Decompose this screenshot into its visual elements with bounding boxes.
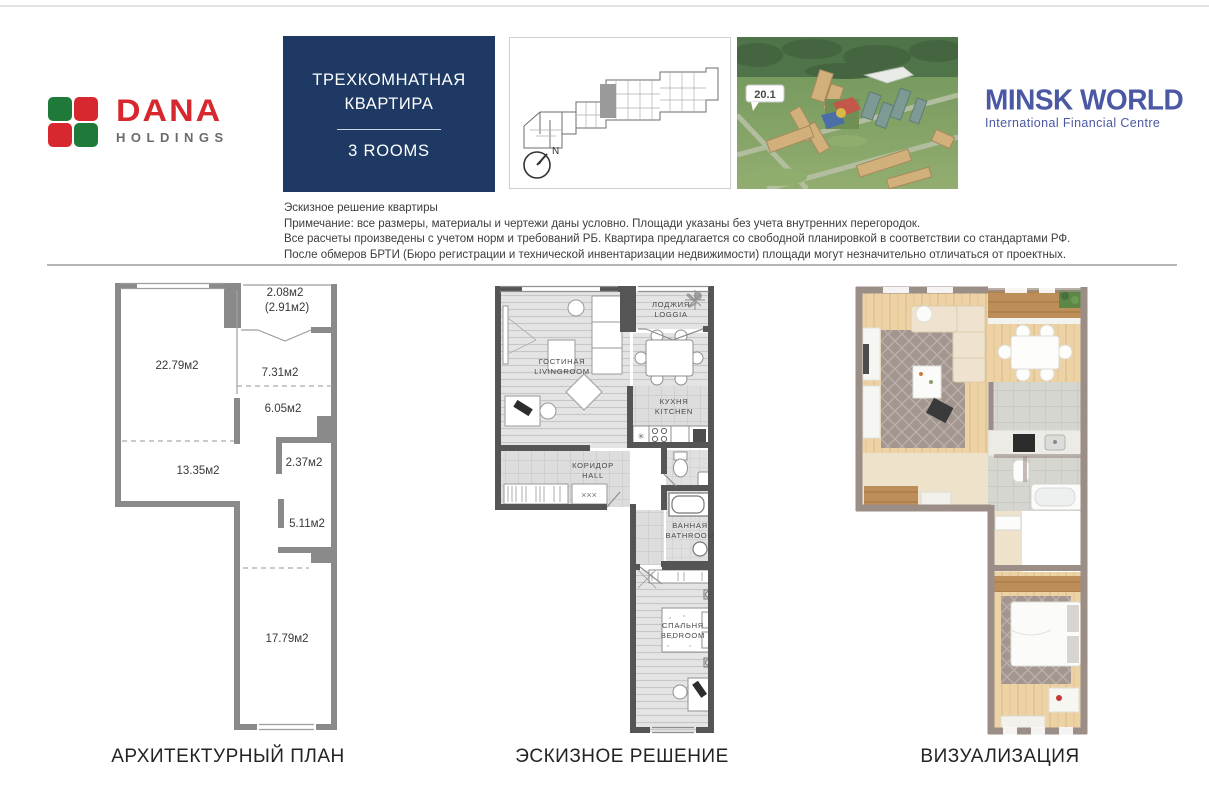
aerial-render-thumbnail <box>737 37 958 189</box>
room-label-ru: ГОСТИНАЯ <box>538 357 586 366</box>
room-label-ru: ЛОДЖИЯ <box>651 300 691 309</box>
visualization-render <box>853 278 1093 746</box>
caption-visualization: ВИЗУАЛИЗАЦИЯ <box>920 746 1080 767</box>
dana-logo-squares-icon <box>48 97 98 147</box>
fridge-symbol: ✳ <box>637 432 645 441</box>
logo-square-green <box>48 97 72 121</box>
logo-square-red <box>74 97 98 121</box>
title-box-divider <box>337 129 441 130</box>
room-label-ru: СПАЛЬНЯ <box>661 621 705 630</box>
room-label-ru: КОРИДОР <box>572 461 614 470</box>
wardrobe-symbol: ××× <box>581 490 597 500</box>
area-label: 2.08м2 <box>266 287 304 299</box>
compass-icon <box>524 146 559 178</box>
building-number: 20.1 <box>754 89 776 101</box>
room-label-ru: КУХНЯ <box>659 397 689 406</box>
apartment-type-box <box>283 36 495 192</box>
area-label: 2.37м2 <box>285 457 323 469</box>
section-divider <box>47 264 1177 266</box>
disclaimer-line: Примечание: все размеры, материалы и чертежи даны условно. Площади указаны без учета внутренних перегородок. <box>284 217 921 230</box>
area-label: 13.35м2 <box>176 465 220 477</box>
room-label-en: BEDROOM <box>660 631 706 640</box>
apartment-type-line1: ТРЕХКОМНАТНАЯ <box>312 70 466 89</box>
area-label: 7.31м2 <box>261 367 299 379</box>
room-label-en: HALL <box>582 471 604 480</box>
area-label: 6.05м2 <box>264 403 302 415</box>
caption-sketch-solution: ЭСКИЗНОЕ РЕШЕНИЕ <box>515 746 729 767</box>
caption-architectural-plan: АРХИТЕКТУРНЫЙ ПЛАН <box>111 746 345 767</box>
area-label: 5.11м2 <box>289 518 325 530</box>
logo-square-green <box>74 123 98 147</box>
dana-wordmark: DANA <box>116 93 223 129</box>
floor-location-plan <box>509 37 731 189</box>
rooms-count-label: 3 ROOMS <box>348 141 430 160</box>
architectural-floor-plan <box>113 278 355 748</box>
disclaimer-line: Все расчеты произведены с учетом норм и требований РБ. Квартира предлагается со свободной планировкой в соответствии со стандартами РФ. <box>284 233 1071 246</box>
apartment-type-line2: КВАРТИРА <box>344 94 434 113</box>
sketch-floor-plan <box>492 278 732 746</box>
disclaimer-text <box>284 201 1184 263</box>
area-label: 22.79м2 <box>155 360 199 372</box>
logo-square-red <box>48 123 72 147</box>
dana-holdings-label: HOLDINGS <box>116 130 229 145</box>
area-label: 17.79м2 <box>265 633 309 645</box>
highlighted-unit <box>600 84 616 118</box>
compass-north-label: N <box>552 146 560 157</box>
top-rule <box>0 5 1209 7</box>
disclaimer-line: Эскизное решение квартиры <box>284 202 438 214</box>
building-outline-drawing <box>510 38 730 188</box>
room-label-en: LIVINGROOM <box>534 367 590 376</box>
room-label-en: BATHROOM <box>665 531 715 540</box>
disclaimer-line: После обмеров БРТИ (Бюро регистрации и технической инвентаризации недвижимости) площади могут незначительно отличаться от проектных. <box>284 248 1067 261</box>
room-label-en: LOGGIA <box>654 310 688 319</box>
minsk-world-subtitle: International Financial Centre <box>985 116 1161 130</box>
room-label-ru: ВАННАЯ <box>672 521 708 530</box>
minsk-world-logo <box>985 83 1195 130</box>
area-label: (2.91м2) <box>264 302 310 314</box>
room-label-en: KITCHEN <box>654 407 694 416</box>
dana-holdings-logo <box>48 93 229 147</box>
minsk-world-title: MINSK WORLD <box>985 83 1184 116</box>
